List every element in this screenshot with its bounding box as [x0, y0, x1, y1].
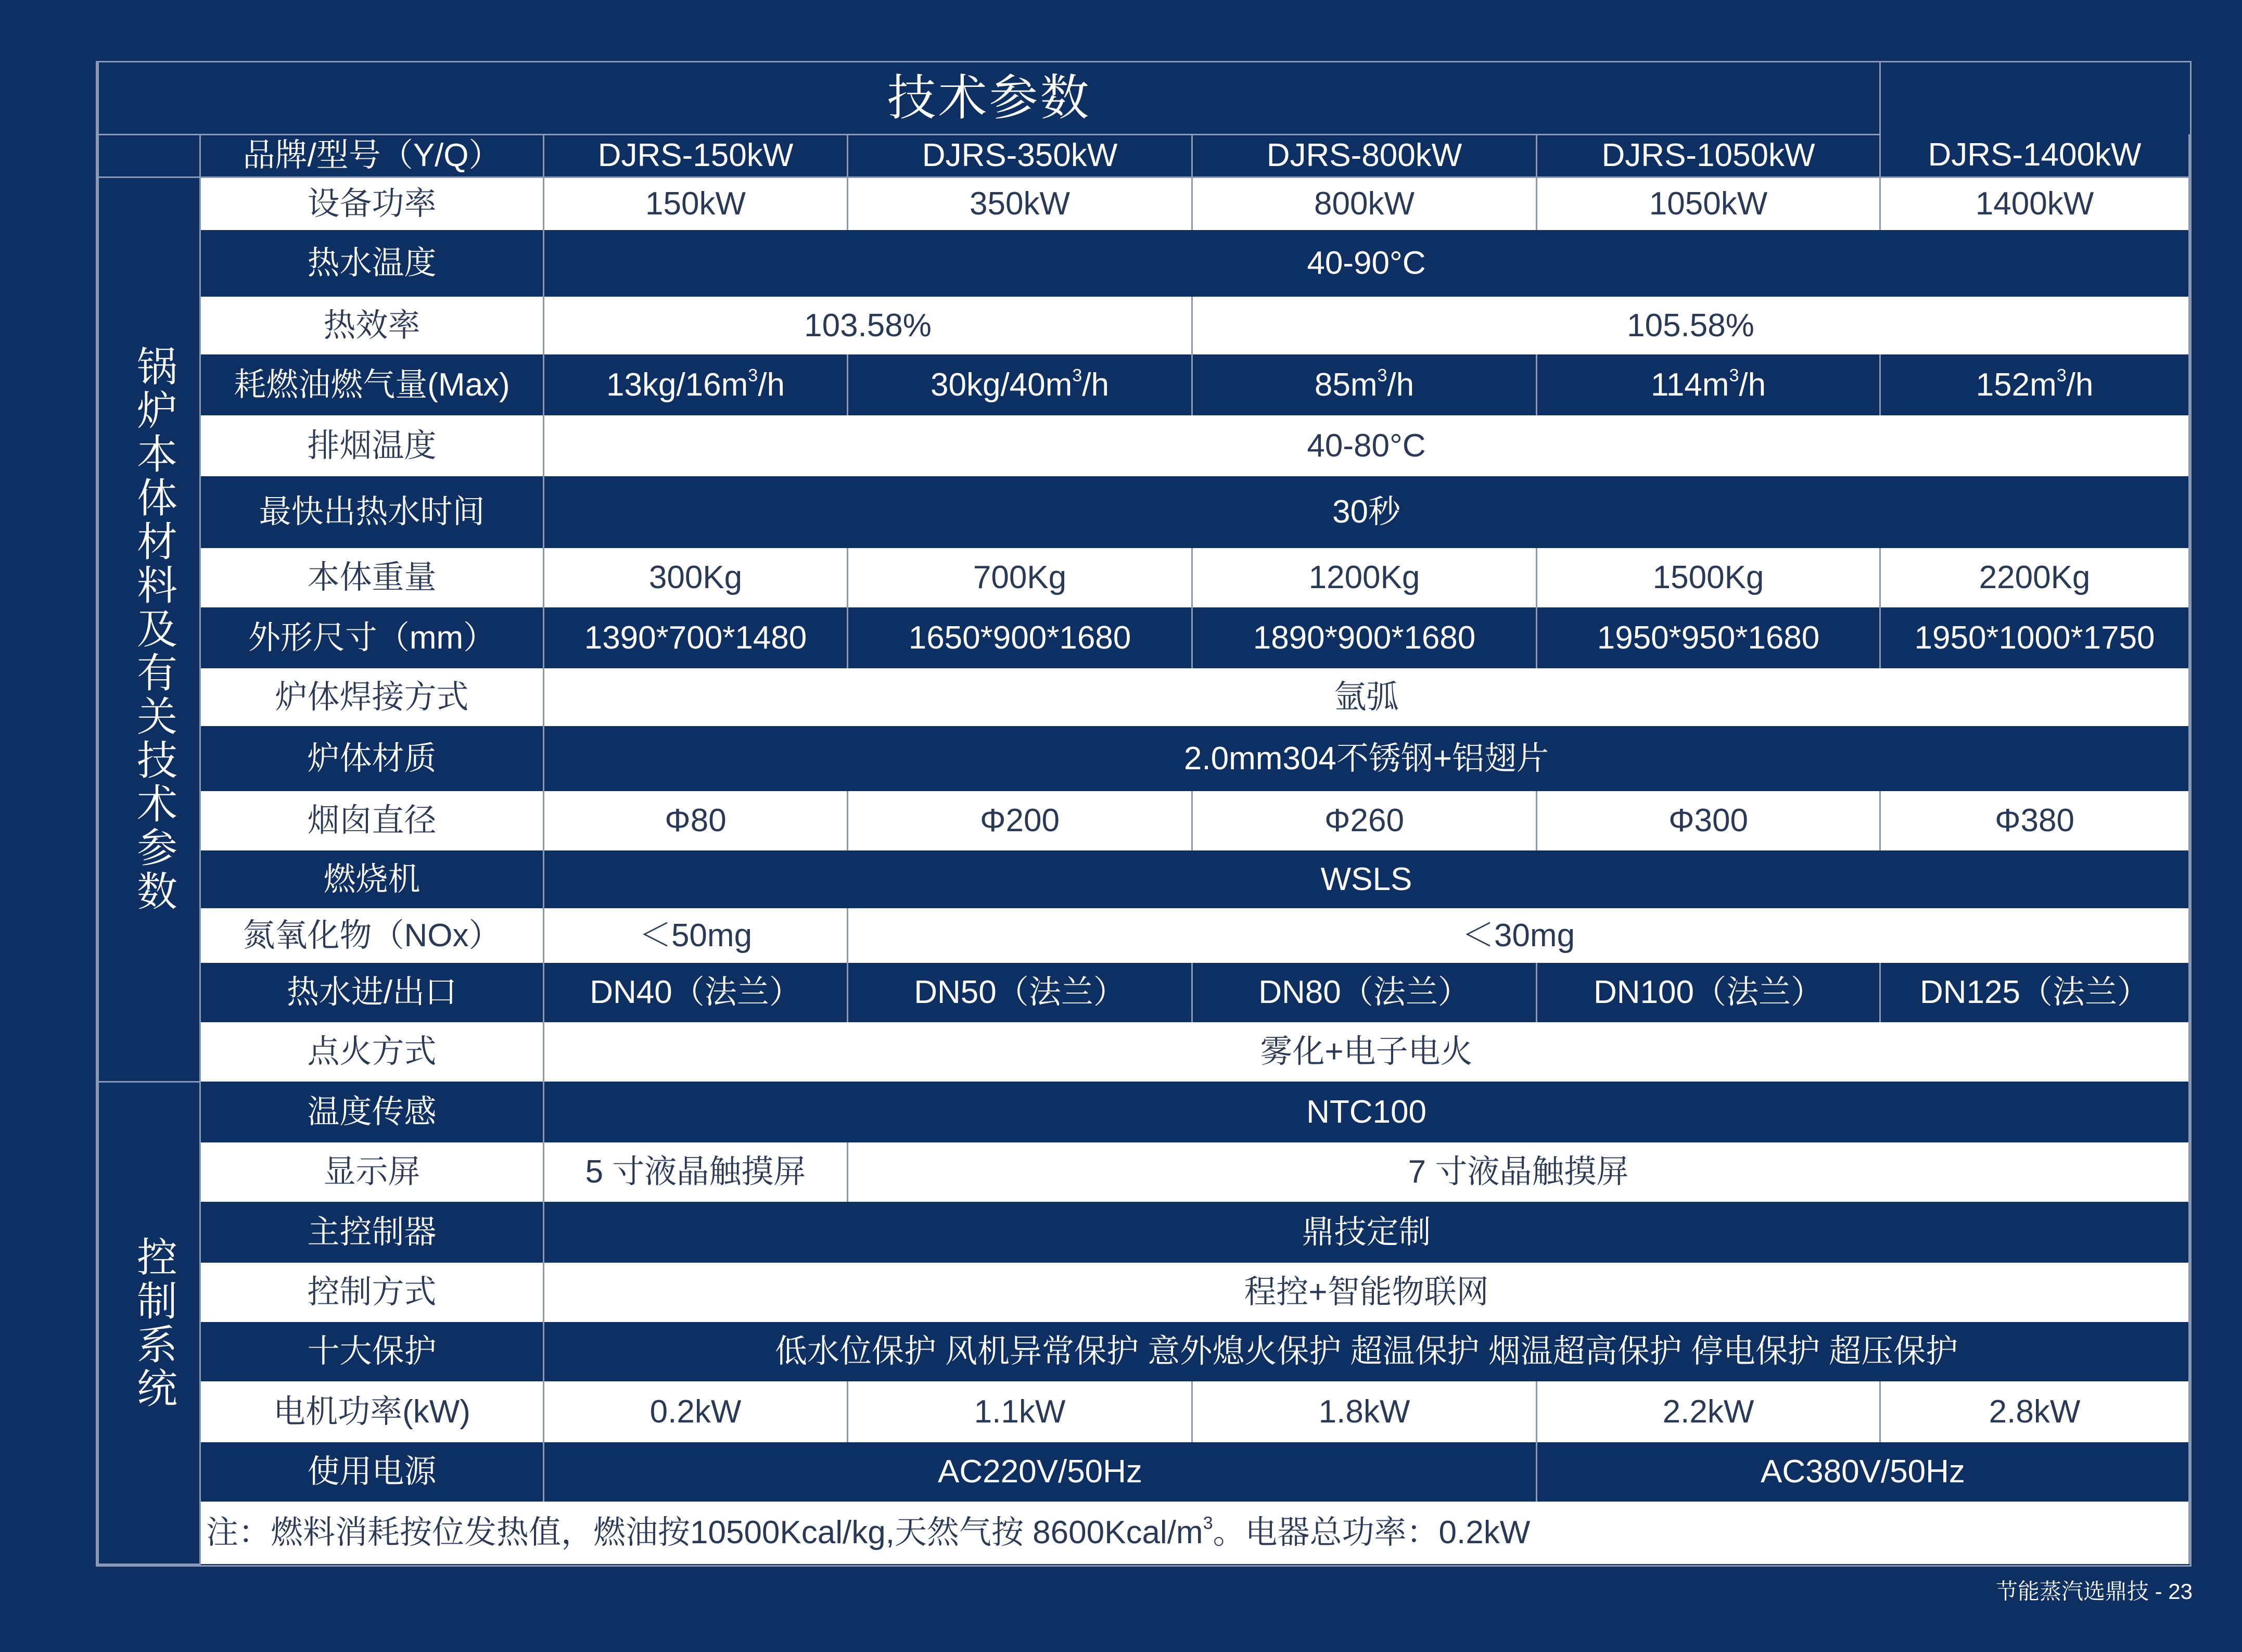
- row-label: 烟囱直径: [200, 791, 544, 850]
- row-label: 主控制器: [200, 1202, 544, 1263]
- header-row: [98, 134, 2189, 177]
- row-label: 炉体材质: [200, 726, 544, 791]
- header-model: DJRS-1050kW: [1537, 134, 1880, 177]
- cell: Φ380: [1880, 791, 2189, 850]
- cell: Φ300: [1537, 791, 1880, 850]
- header-label: 品牌/型号（Y/Q）: [200, 134, 544, 177]
- header-model: DJRS-800kW: [1192, 134, 1537, 177]
- cell: 800kW: [1192, 177, 1537, 230]
- cell: 2200Kg: [1880, 548, 2189, 607]
- row-label: 点火方式: [200, 1022, 544, 1082]
- cell: 40-80°C: [544, 415, 2189, 476]
- row-label: 氮氧化物（NOx）: [200, 908, 544, 963]
- row-label: 炉体焊接方式: [200, 668, 544, 726]
- row-label: 最快出热水时间: [200, 476, 544, 548]
- row-label: 本体重量: [200, 548, 544, 607]
- row-label: 控制方式: [200, 1263, 544, 1322]
- cell: $85m^3/h$: [1192, 354, 1537, 415]
- cell: AC220V/50Hz: [544, 1442, 1537, 1502]
- table-row: [98, 1322, 2189, 1381]
- cell: DN100（法兰）: [1537, 963, 1880, 1022]
- header-model: DJRS-150kW: [544, 134, 848, 177]
- table-row: [98, 1442, 2189, 1502]
- cell: 1950*950*1680: [1537, 607, 1880, 668]
- table-row: [98, 963, 2189, 1022]
- table-row: [98, 476, 2189, 548]
- cell: NTC100: [544, 1082, 2189, 1142]
- cell: 1200Kg: [1192, 548, 1537, 607]
- cell: 103.58%: [544, 297, 1192, 354]
- cell: 7 寸液晶触摸屏: [848, 1142, 2189, 1202]
- cell: ＜30mg: [848, 908, 2189, 963]
- cell: 2.0mm304不锈钢+铝翅片: [544, 726, 2189, 791]
- table-row: [98, 354, 2189, 415]
- cell: ＜50mg: [544, 908, 848, 963]
- table-row: [98, 850, 2189, 908]
- cell: WSLS: [544, 850, 2189, 908]
- cell: 350kW: [848, 177, 1192, 230]
- row-label: 使用电源: [200, 1442, 544, 1502]
- section-label-text: 锅炉本体材料及有关技术参数: [136, 344, 177, 914]
- row-label: 热水进/出口: [200, 963, 544, 1022]
- cell: $13kg/16m^3/h$: [544, 354, 848, 415]
- cell: 1500Kg: [1537, 548, 1880, 607]
- table-row: [98, 1082, 2189, 1142]
- table-row: [98, 1381, 2189, 1442]
- row-label: 燃烧机: [200, 850, 544, 908]
- cell: 低水位保护 风机异常保护 意外熄火保护 超温保护 烟温超高保护 停电保护 超压保护: [544, 1322, 2189, 1381]
- cell: 程控+智能物联网: [544, 1263, 2189, 1322]
- table-row: [98, 791, 2189, 850]
- row-label: 热水温度: [200, 230, 544, 297]
- header-model: DJRS-1400kW: [1880, 134, 2189, 177]
- spec-table: [97, 62, 2190, 1565]
- table-row: [98, 230, 2189, 297]
- cell: 1050kW: [1537, 177, 1880, 230]
- page-title: 技术参数: [98, 62, 1880, 134]
- cell: 40-90°C: [544, 230, 2189, 297]
- cell: 氩弧: [544, 668, 2189, 726]
- cell: 30秒: [544, 476, 2189, 548]
- row-label: 温度传感: [200, 1082, 544, 1142]
- cell: 1390*700*1480: [544, 607, 848, 668]
- cell: $114m^3/h$: [1537, 354, 1880, 415]
- page-footer: 节能蒸汽选鼎技 - 23: [1995, 1579, 2193, 1604]
- cell: DN80（法兰）: [1192, 963, 1537, 1022]
- cell: Φ260: [1192, 791, 1537, 850]
- header-model: DJRS-350kW: [848, 134, 1192, 177]
- row-label: 显示屏: [200, 1142, 544, 1202]
- table-row: [98, 1202, 2189, 1263]
- cell: 700Kg: [848, 548, 1192, 607]
- cell: DN125（法兰）: [1880, 963, 2189, 1022]
- cell: 5 寸液晶触摸屏: [544, 1142, 848, 1202]
- row-label: 耗燃油燃气量(Max): [200, 354, 544, 415]
- cell: DN50（法兰）: [848, 963, 1192, 1022]
- cell: 2.8kW: [1880, 1381, 2189, 1442]
- cell: 1.1kW: [848, 1381, 1192, 1442]
- footnote: 注：燃料消耗按位发热值，燃油按10500Kcal/kg,天然气按 $8600Kcal/m^3$。电器总功率：0.2kW: [200, 1502, 2189, 1564]
- table-row: [98, 1263, 2189, 1322]
- table-row: [98, 1502, 2189, 1564]
- row-label: 设备功率: [200, 177, 544, 230]
- cell: 1400kW: [1880, 177, 2189, 230]
- cell: 1.8kW: [1192, 1381, 1537, 1442]
- cell: $152m^3/h$: [1880, 354, 2189, 415]
- section-label-text: 控制系统: [136, 1234, 177, 1412]
- table-row: [98, 297, 2189, 354]
- section-label-boiler: [98, 177, 200, 1082]
- row-label: 电机功率(kW): [200, 1381, 544, 1442]
- table-row: [98, 1022, 2189, 1082]
- row-label: 十大保护: [200, 1322, 544, 1381]
- table-row: [98, 548, 2189, 607]
- table-row: [98, 1142, 2189, 1202]
- table-row: [98, 177, 2189, 230]
- header-blank: [98, 134, 200, 177]
- cell: 雾化+电子电火: [544, 1022, 2189, 1082]
- cell: $30kg/40m^3/h$: [848, 354, 1192, 415]
- table-row: [98, 415, 2189, 476]
- cell: 鼎技定制: [544, 1202, 2189, 1263]
- cell: 2.2kW: [1537, 1381, 1880, 1442]
- cell: 1650*900*1680: [848, 607, 1192, 668]
- spec-table-container: [96, 61, 2192, 1567]
- row-label: 外形尺寸（mm）: [200, 607, 544, 668]
- table-row: [98, 908, 2189, 963]
- cell: Φ80: [544, 791, 848, 850]
- cell: 1950*1000*1750: [1880, 607, 2189, 668]
- table-row: [98, 726, 2189, 791]
- cell: 1890*900*1680: [1192, 607, 1537, 668]
- table-row: [98, 668, 2189, 726]
- section-label-control: [98, 1082, 200, 1564]
- cell: 105.58%: [1192, 297, 2189, 354]
- row-label: 热效率: [200, 297, 544, 354]
- cell: DN40（法兰）: [544, 963, 848, 1022]
- cell: 300Kg: [544, 548, 848, 607]
- cell: 0.2kW: [544, 1381, 848, 1442]
- cell: 150kW: [544, 177, 848, 230]
- cell: Φ200: [848, 791, 1192, 850]
- cell: AC380V/50Hz: [1537, 1442, 2189, 1502]
- row-label: 排烟温度: [200, 415, 544, 476]
- table-row: [98, 607, 2189, 668]
